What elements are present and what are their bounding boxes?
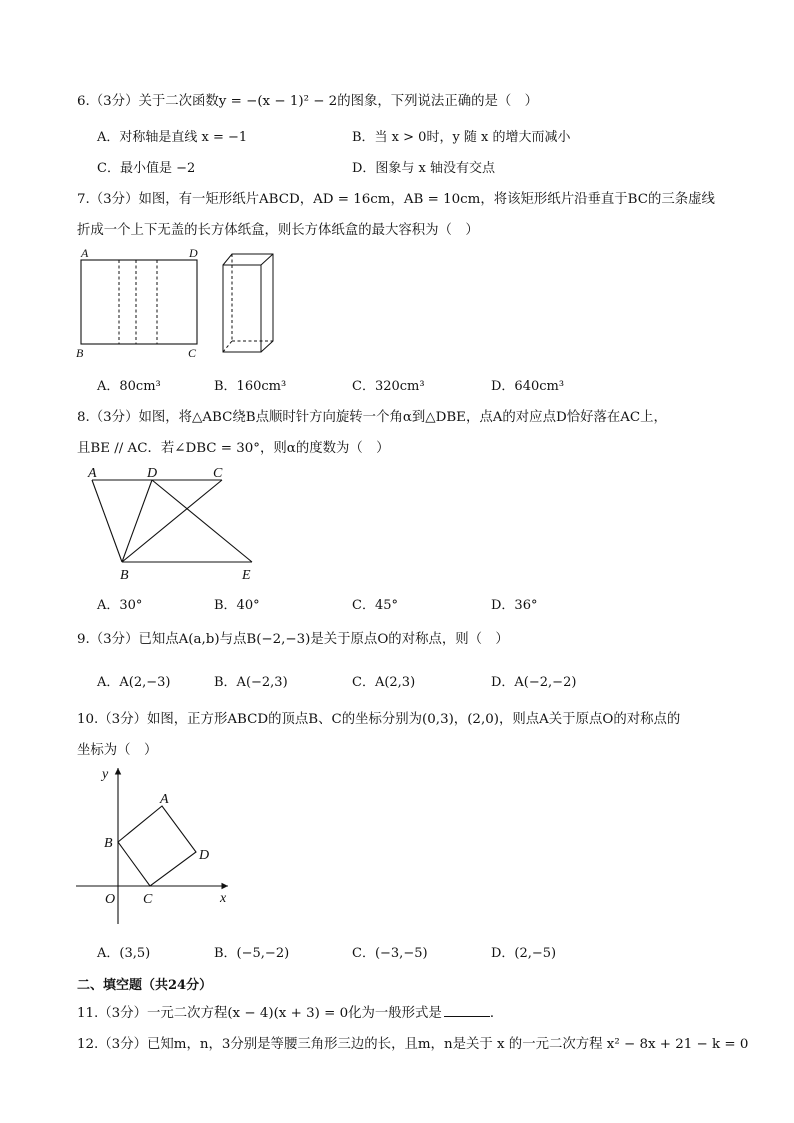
q7-text-line1: 7.（3分）如图，有一矩形纸片ABCD，AD = 16cm，AB = 10cm，将该矩形纸片沿垂直于BC的三条虚线 — [77, 192, 715, 207]
q7-option-b[interactable]: B．160cm³ — [214, 379, 287, 394]
q7-text-line2: 折成一个上下无盖的长方体纸盒，则长方体纸盒的最大容积为（ ） — [77, 223, 479, 238]
q11-end: ． — [489, 1006, 504, 1021]
q7-label-c: C — [188, 346, 197, 360]
q6-option-b[interactable]: B．当 x > 0时，y 随 x 的增大而减小 — [352, 130, 571, 145]
q6-text: 6.（3分）关于二次函数y = −(x − 1)² − 2的图象，下列说法正确的是（ ） — [77, 94, 539, 109]
q8-option-a[interactable]: A．30° — [97, 598, 143, 613]
q8-label-a: A — [88, 466, 97, 481]
q10-square-abcd — [118, 806, 196, 886]
section-heading-fill-in: 二、填空题（共24分） — [77, 978, 213, 993]
q7-label-b: B — [76, 346, 84, 360]
q11-text: 11.（3分）一元二次方程(x − 4)(x + 3) = 0化为一般形式是 — [77, 1006, 442, 1021]
q11-row — [77, 1002, 503, 1021]
q8-text-line1: 8.（3分）如图，将△ABC绕B点顺时针方向旋转一个角α到△DBE，点A的对应点D恰好落在AC上， — [77, 410, 667, 425]
q7-option-c[interactable]: C．320cm³ — [352, 379, 425, 394]
q7-option-d[interactable]: D．640cm³ — [491, 379, 565, 394]
q9-option-c[interactable]: C．A(2,3) — [352, 675, 416, 690]
q12-text: 12.（3分）已知m，n，3分别是等腰三角形三边的长，且m，n是关于 x 的一元二次方程 x² − 8x + 21 − k = 0 — [77, 1037, 749, 1052]
q9-option-a[interactable]: A．A(2,−3) — [97, 675, 171, 690]
q7-label-a: A — [81, 246, 89, 260]
q10-label-d: D — [199, 848, 210, 863]
q8-label-b: B — [120, 568, 129, 583]
q10-label-y: y — [102, 767, 109, 782]
q8-segment-de — [152, 480, 252, 562]
q6-option-c[interactable]: C．最小值是 −2 — [97, 161, 196, 176]
q6-option-a[interactable]: A．对称轴是直线 x = −1 — [97, 130, 248, 145]
q11-answer-blank[interactable] — [444, 1004, 490, 1017]
q8-segment-ab — [92, 480, 122, 562]
q9-text: 9.（3分）已知点A(a,b)与点B(−2,−3)是关于原点O的对称点，则（ ） — [77, 632, 509, 647]
q10-coordinate-figure — [72, 764, 242, 928]
q10-option-c[interactable]: C．(−3,−5) — [352, 946, 428, 961]
q10-label-b: B — [104, 836, 113, 851]
q10-label-a: A — [160, 792, 169, 807]
q7-label-d: D — [189, 246, 198, 260]
q8-text-line2: 且BE // AC．若∠DBC = 30°，则α的度数为（ ） — [77, 441, 390, 456]
q8-label-c: C — [213, 466, 223, 481]
q7-box-figure — [223, 254, 273, 352]
q8-option-c[interactable]: C．45° — [352, 598, 398, 613]
q8-option-b[interactable]: B．40° — [214, 598, 260, 613]
q8-option-d[interactable]: D．36° — [491, 598, 538, 613]
q10-label-x: x — [220, 891, 227, 906]
q9-option-d[interactable]: D．A(−2,−2) — [491, 675, 577, 690]
q10-text-line1: 10.（3分）如图，正方形ABCD的顶点B、C的坐标分别为(0,3)，(2,0)，则点A关于原点O的对称点的 — [77, 712, 681, 727]
q8-label-e: E — [242, 568, 251, 583]
q10-option-d[interactable]: D．(2,−5) — [491, 946, 557, 961]
q7-figure — [72, 244, 292, 362]
q10-label-o: O — [105, 892, 116, 907]
q8-figure — [82, 462, 272, 584]
q10-option-a[interactable]: A．(3,5) — [97, 946, 151, 961]
q10-text-line2: 坐标为（ ） — [77, 743, 158, 758]
q6-option-d[interactable]: D．图象与 x 轴没有交点 — [352, 161, 496, 176]
q10-option-b[interactable]: B．(−5,−2) — [214, 946, 290, 961]
q7-rectangle-sheet — [81, 260, 197, 344]
q7-option-a[interactable]: A．80cm³ — [97, 379, 161, 394]
q9-option-b[interactable]: B．A(−2,3) — [214, 675, 288, 690]
q8-label-d: D — [147, 466, 158, 481]
q10-label-c: C — [143, 892, 153, 907]
